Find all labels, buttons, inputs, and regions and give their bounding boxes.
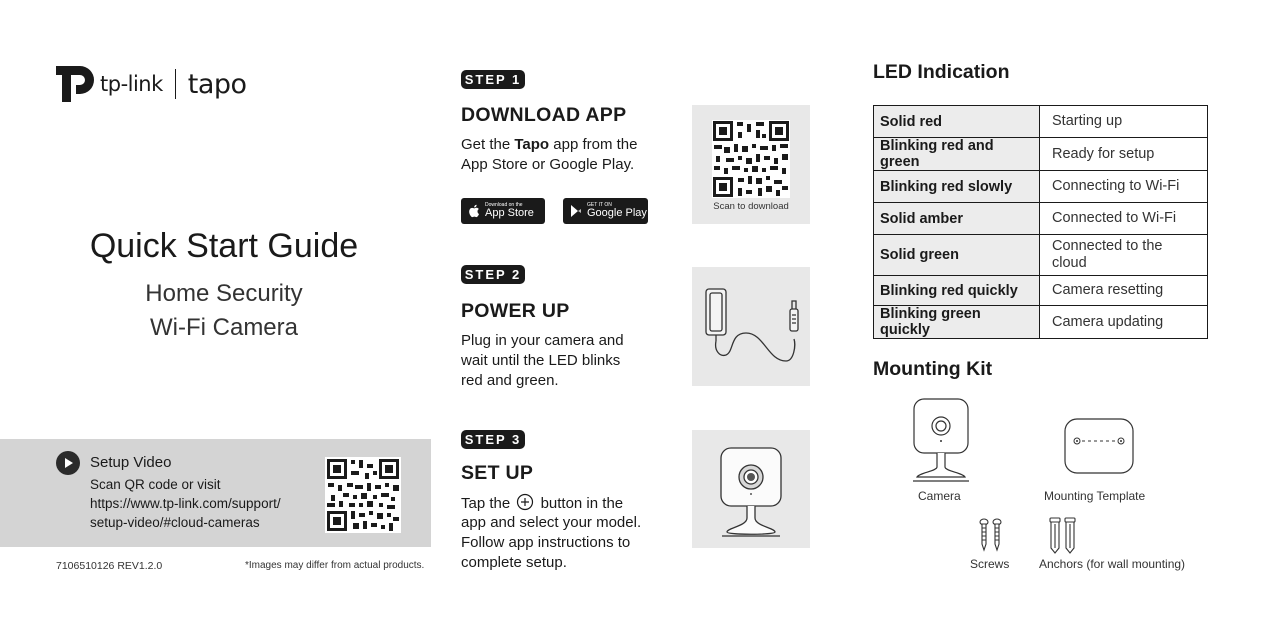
disclaimer-note: *Images may differ from actual products. <box>245 560 425 571</box>
step-3-text-line4: complete setup. <box>461 554 567 571</box>
led-state: Solid amber <box>874 203 1040 235</box>
tapo-wordmark: tapo <box>187 68 247 100</box>
screws-icon <box>978 518 1004 554</box>
setup-video-url-line1[interactable]: https://www.tp-link.com/support/ <box>90 496 281 511</box>
step-3-text-line2: app and select your model. <box>461 514 642 531</box>
led-state: Blinking red quickly <box>874 276 1040 306</box>
step-2-text-line1: Plug in your camera and <box>461 332 624 349</box>
led-row <box>874 106 1208 138</box>
led-meaning: Starting up <box>1040 106 1208 138</box>
app-store-button[interactable] <box>461 198 545 224</box>
power-adapter-illustration <box>692 267 810 386</box>
step-2-text-line2: wait until the LED blinks <box>461 352 621 369</box>
google-play-button[interactable] <box>563 198 648 224</box>
step-1-text-line2: App Store or Google Play. <box>461 156 635 173</box>
led-indication-table <box>873 105 1208 339</box>
led-meaning: Ready for setup <box>1040 138 1208 171</box>
step-2-badge: STEP 2 <box>461 265 525 284</box>
tp-link-wordmark: tp-link <box>100 72 163 96</box>
scan-to-download-label: Scan to download <box>713 201 789 212</box>
mounting-kit-heading: Mounting Kit <box>873 358 993 380</box>
download-qr-panel <box>692 105 810 224</box>
step-3-badge: STEP 3 <box>461 430 525 449</box>
step-1-title: DOWNLOAD APP <box>461 104 627 126</box>
led-meaning: Connecting to Wi-Fi <box>1040 171 1208 203</box>
step-3-text-line3: Follow app instructions to <box>461 534 631 551</box>
google-play-small-text: GET IT ON <box>587 202 612 208</box>
add-plus-icon <box>516 493 534 511</box>
led-state: Solid green <box>874 235 1040 276</box>
led-meaning: Connected to Wi-Fi <box>1040 203 1208 235</box>
camera-kit-label: Camera <box>918 489 961 503</box>
document-code: 7106510126 REV1.2.0 <box>56 560 163 572</box>
screws-label: Screws <box>970 557 1010 571</box>
led-state: Blinking red and green <box>874 138 1040 171</box>
led-state: Blinking green quickly <box>874 306 1040 339</box>
mounting-template-label: Mounting Template <box>1044 489 1146 503</box>
led-meaning: Camera updating <box>1040 306 1208 339</box>
tp-link-tapo-logo <box>56 64 247 104</box>
apple-icon <box>468 204 480 218</box>
led-row <box>874 171 1208 203</box>
product-subtitle-line2: Wi-Fi Camera <box>150 314 298 341</box>
led-row <box>874 138 1208 171</box>
step-2-text-line3: red and green. <box>461 372 559 389</box>
anchors-label: Anchors (for wall mounting) <box>1039 557 1186 571</box>
guide-title: Quick Start Guide <box>89 227 359 265</box>
step-2-title: POWER UP <box>461 300 570 322</box>
play-icon <box>56 451 80 475</box>
anchors-icon <box>1048 517 1078 555</box>
led-meaning: Camera resetting <box>1040 276 1208 306</box>
product-subtitle-line1: Home Security <box>145 280 303 307</box>
led-indication-heading: LED Indication <box>873 61 1010 83</box>
app-store-small-text: Download on the <box>485 202 523 208</box>
setup-video-panel <box>0 439 431 547</box>
led-row <box>874 203 1208 235</box>
camera-illustration <box>692 430 810 548</box>
led-row <box>874 306 1208 339</box>
step-1-badge: STEP 1 <box>461 70 525 89</box>
led-state: Solid red <box>874 106 1040 138</box>
step-3-text-line1: Tap the button in the <box>461 495 624 512</box>
app-store-label: App Store <box>485 207 534 219</box>
download-qr-code <box>712 120 790 198</box>
logo-divider <box>175 69 176 99</box>
setup-video-title: Setup Video <box>90 454 172 471</box>
setup-video-text: Scan QR code or visit <box>90 477 221 492</box>
led-meaning: Connected to the cloud <box>1040 235 1208 276</box>
google-play-icon <box>570 204 582 218</box>
step-1-text-line1: Get the Tapo app from the <box>461 136 638 153</box>
mounting-template-icon <box>1064 418 1134 474</box>
led-state: Blinking red slowly <box>874 171 1040 203</box>
google-play-label: Google Play <box>587 207 647 219</box>
step-3-title: SET UP <box>461 462 534 484</box>
led-row <box>874 235 1208 276</box>
camera-setup-panel <box>692 430 810 548</box>
setup-video-url-line2[interactable]: setup-video/#cloud-cameras <box>90 515 260 530</box>
tp-link-logo-icon <box>56 64 96 104</box>
led-row <box>874 276 1208 306</box>
setup-video-qr-code <box>325 457 401 533</box>
camera-kit-icon <box>905 397 975 485</box>
power-adapter-panel <box>692 267 810 386</box>
